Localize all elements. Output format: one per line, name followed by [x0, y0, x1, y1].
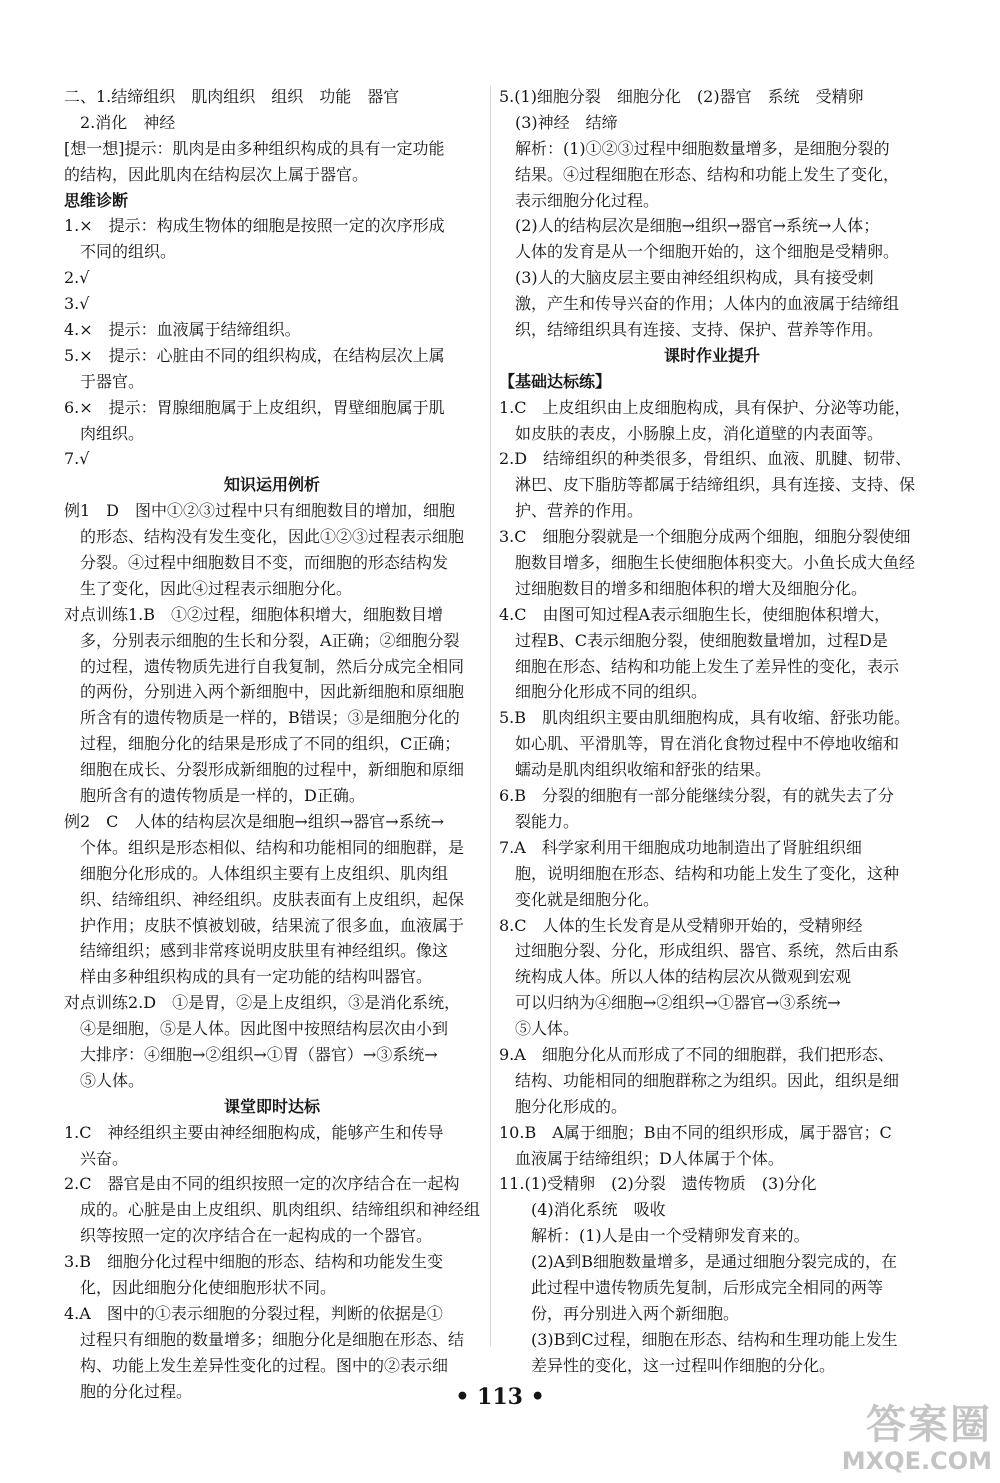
text-line: 7.A 科学家利用干细胞成功地制造出了肾脏组织细 [499, 837, 862, 857]
text-line: 样由多种组织构成的具有一定功能的结构叫器官。 [80, 967, 433, 987]
text-line: (2)人的结构层次是细胞→组织→器官→系统→人体； [515, 216, 880, 236]
text-line: 二、1.结缔组织 肌肉组织 组织 功能 器官 [64, 87, 400, 106]
text-line: 过程只有细胞的数量增多；细胞分化是细胞在形态、结 [80, 1329, 465, 1349]
text-line: 细胞在成长、分裂形成新细胞的过程中，新细胞和原细 [80, 760, 465, 780]
text-line: 织，结缔组织具有连接、支持、保护、营养等作用。 [515, 320, 884, 340]
text-line: 例1 D 图中①②③过程中只有细胞数目的增加，细胞 [64, 501, 456, 521]
text-line: (3)神经 结缔 [515, 112, 618, 132]
text-line: 蠕动是肌肉组织收缩和舒张的结果。 [515, 760, 772, 780]
text-line: 2.消化 神经 [80, 112, 176, 132]
text-line: 个体。组织是形态相似、结构和功能相同的细胞群，是 [80, 837, 465, 857]
text-line: 的过程，遗传物质先进行自我复制，然后分成完全相同 [80, 656, 465, 676]
section-heading: 知识运用例析 [223, 475, 320, 495]
text-line: 过程B、C表示细胞分裂，使细胞数量增加，过程D是 [515, 630, 888, 650]
text-line: 3.C 细胞分裂就是一个细胞分成两个细胞，细胞分裂使细 [499, 527, 911, 547]
text-line: 统构成人体。所以人体的结构层次从微观到宏观 [515, 967, 852, 987]
text-line: 如皮肤的表皮，小肠腺上皮，消化道壁的内表面等。 [515, 423, 884, 443]
text-line: 淋巴、皮下脂肪等都属于结缔组织，具有连接、支持、保 [515, 475, 916, 495]
text-line: 2.√ [64, 268, 90, 288]
text-line: 解析：(1)①②③过程中细胞数量增多，是细胞分裂的 [515, 138, 890, 158]
text-line: 激，产生和传导兴奋的作用；人体内的血液属于结缔组 [515, 294, 900, 314]
text-line: 胞所含有的遗传物质是一样的，D正确。 [80, 786, 365, 806]
text-line: 织、结缔组织、神经组织。皮肤表面有上皮组织，起保 [80, 889, 465, 909]
text-line: 1.C 上皮组织由上皮细胞构成，具有保护、分泌等功能， [499, 397, 911, 417]
text-line: 大排序：④细胞→②组织→①胃（器官）→③系统→ [80, 1044, 438, 1064]
text-line: 过细胞分裂、分化，形成组织、器官、系统，然后由系 [515, 941, 900, 961]
text-line: 裂能力。 [515, 811, 580, 831]
text-line: 解析：(1)人是由一个受精卵发育来的。 [531, 1226, 810, 1246]
text-line: 例2 C 人体的结构层次是细胞→组织→器官→系统→ [64, 811, 445, 831]
text-line: (2)A到B细胞数量增多，是通过细胞分裂完成的，在 [531, 1252, 897, 1272]
text-line: 4.C 由图可知过程A表示细胞生长，使细胞体积增大， [499, 604, 891, 624]
section-heading: 课时作业提升 [663, 345, 760, 365]
text-line: 对点训练2.D ①是胃，②是上皮组织，③是消化系统， [64, 993, 461, 1013]
section-heading: 课堂即时达标 [223, 1096, 320, 1116]
text-line: 9.A 细胞分化从而形成了不同的细胞群，我们把形态、 [499, 1044, 894, 1064]
text-line: (3)人的大脑皮层主要由神经组织构成，具有接受刺 [515, 268, 874, 288]
text-line: 表示细胞分化过程。 [515, 190, 660, 210]
text-line: 所含有的遗传物质是一样的，B错误；③是细胞分化的 [80, 708, 460, 728]
text-line: 肉组织。 [80, 423, 145, 443]
text-line: 胞的分化过程。 [80, 1381, 193, 1401]
text-line: 此过程中遗传物质先复制，后形成完全相同的两等 [531, 1277, 884, 1297]
text-line: 兴奋。 [80, 1148, 129, 1168]
text-line: 4.× 提示：血液属于结缔组织。 [64, 320, 301, 340]
left-column [64, 84, 480, 1404]
text-line: 的两份，分别进入两个新细胞中，因此新细胞和原细胞 [80, 682, 465, 702]
watermark-logo: 答案圈 [866, 1402, 992, 1448]
text-line: 护、营养的作用。 [515, 501, 644, 521]
text-line: (4)消化系统 吸收 [531, 1200, 666, 1220]
text-line: 血液属于结缔组织；D人体属于个体。 [515, 1148, 784, 1168]
text-line: (3)B到C过程，细胞在形态、结构和生理功能上发生 [531, 1329, 898, 1349]
text-line: 4.A 图中的①表示细胞的分裂过程，判断的依据是① [64, 1303, 443, 1323]
text-line: 5.(1)细胞分裂 细胞分化 (2)器官 系统 受精卵 [499, 87, 864, 106]
text-line: 2.D 结缔组织的种类很多，骨组织、血液、肌腱、韧带、 [499, 449, 912, 469]
text-line: 结果。④过程细胞在形态、结构和功能上发生了变化， [515, 164, 900, 184]
text-line: 不同的组织。 [80, 242, 177, 262]
page-number: • 113 • [455, 1384, 545, 1410]
text-line: 胞分化形成的。 [515, 1096, 628, 1116]
text-line: 的结构，因此肌肉在结构层次上属于器官。 [64, 164, 369, 184]
right-column [499, 84, 925, 1379]
text-line: 构、功能上发生差异性变化的过程。图中的②表示细 [80, 1355, 449, 1375]
text-line: 成的。心脏是由上皮组织、肌肉组织、结缔组织和神经组 [80, 1200, 480, 1220]
text-line: 化，因此细胞分化使细胞形状不同。 [80, 1277, 337, 1297]
text-line: 5.× 提示：心脏由不同的组织构成，在结构层次上属 [64, 345, 445, 365]
text-line: 对点训练1.B ①②过程，细胞体积增大，细胞数目增 [64, 604, 444, 624]
text-line: [想一想]提示：肌肉是由多种组织构成的具有一定功能 [64, 138, 445, 158]
text-line: ④是细胞，⑤是人体。因此图中按照结构层次由小到 [80, 1019, 449, 1039]
text-line: 多，分别表示细胞的生长和分裂，A正确；②细胞分裂 [80, 630, 460, 650]
text-line: 5.B 肌肉组织主要由肌细胞构成，具有收缩、舒张功能。 [499, 708, 911, 728]
text-line: 2.C 器官是由不同的组织按照一定的次序结合在一起构 [64, 1174, 460, 1194]
text-line: 变化就是细胞分化。 [515, 889, 660, 909]
text-line: 结缔组织；感到非常疼说明皮肤里有神经组织。像这 [80, 941, 449, 961]
text-line: 10.B A属于细胞；B由不同的组织形成，属于器官；C [499, 1122, 892, 1142]
text-line: 份，再分别进入两个新细胞。 [531, 1303, 740, 1323]
text-line: 过细胞数目的增多和细胞体积的增大及细胞分化。 [515, 578, 868, 598]
text-line: 3.B 细胞分化过程中细胞的形态、结构和功能发生变 [64, 1252, 444, 1272]
watermark [824, 1402, 992, 1477]
text-line: 人体的发育是从一个细胞开始的，这个细胞是受精卵。 [515, 242, 900, 262]
text-line: 6.B 分裂的细胞有一部分能继续分裂，有的就失去了分 [499, 786, 895, 806]
text-line: 胞，说明细胞在形态、结构和功能上发生了变化，这种 [515, 863, 900, 883]
text-line: 细胞分化形成不同的组织。 [515, 682, 708, 702]
text-line: 如心肌、平滑肌等，胃在消化食物过程中不停地收缩和 [515, 734, 900, 754]
text-line: 于器官。 [80, 371, 145, 391]
text-line: 3.√ [64, 294, 90, 314]
text-line: 【基础达标练】 [499, 371, 612, 391]
text-line: ⑤人体。 [80, 1070, 145, 1090]
text-line: 细胞分化形成的。人体组织主要有上皮组织、肌肉组 [80, 863, 449, 883]
text-line: 织等按照一定的次序结合在一起构成的一个器官。 [80, 1226, 433, 1246]
text-line: 生了变化，因此④过程表示细胞分化。 [80, 578, 353, 598]
text-line: 8.C 人体的生长发育是从受精卵开始的，受精卵经 [499, 915, 863, 935]
text-line: 差异性的变化，这一过程叫作细胞的分化。 [531, 1355, 836, 1375]
column-divider [490, 86, 491, 1346]
text-line: 护作用；皮肤不慎被划破，结果流了很多血，血液属于 [80, 915, 465, 935]
text-line: 过程，细胞分化的结果是形成了不同的组织，C正确； [80, 734, 461, 754]
text-line: 7.√ [64, 449, 90, 469]
text-line: 1.C 神经组织主要由神经细胞构成，能够产生和传导 [64, 1122, 444, 1142]
text-line: 可以归纳为④细胞→②组织→①器官→③系统→ [515, 993, 841, 1013]
text-line: 6.× 提示：胃腺细胞属于上皮组织，胃壁细胞属于肌 [64, 397, 445, 417]
text-line: 的形态、结构没有发生变化，因此①②③过程表示细胞 [80, 527, 465, 547]
text-line: 1.× 提示：构成生物体的细胞是按照一定的次序形成 [64, 216, 445, 236]
text-line: 胞数目增多，细胞生长使细胞体积变大。小鱼长成大鱼经 [515, 553, 916, 573]
text-line: 分裂。④过程中细胞数目不变，而细胞的形态结构发 [80, 553, 449, 573]
text-line: ⑤人体。 [515, 1019, 580, 1039]
text-line: 思维诊断 [64, 190, 129, 210]
text-line: 11.(1)受精卵 (2)分裂 遗传物质 (3)分化 [499, 1174, 817, 1194]
text-line: 结构、功能相同的细胞群称之为组织。因此，组织是细 [515, 1070, 900, 1090]
text-line: 细胞在形态、结构和功能上发生了差异性的变化，表示 [515, 656, 900, 676]
watermark-url: MXQE.COM [841, 1447, 992, 1475]
